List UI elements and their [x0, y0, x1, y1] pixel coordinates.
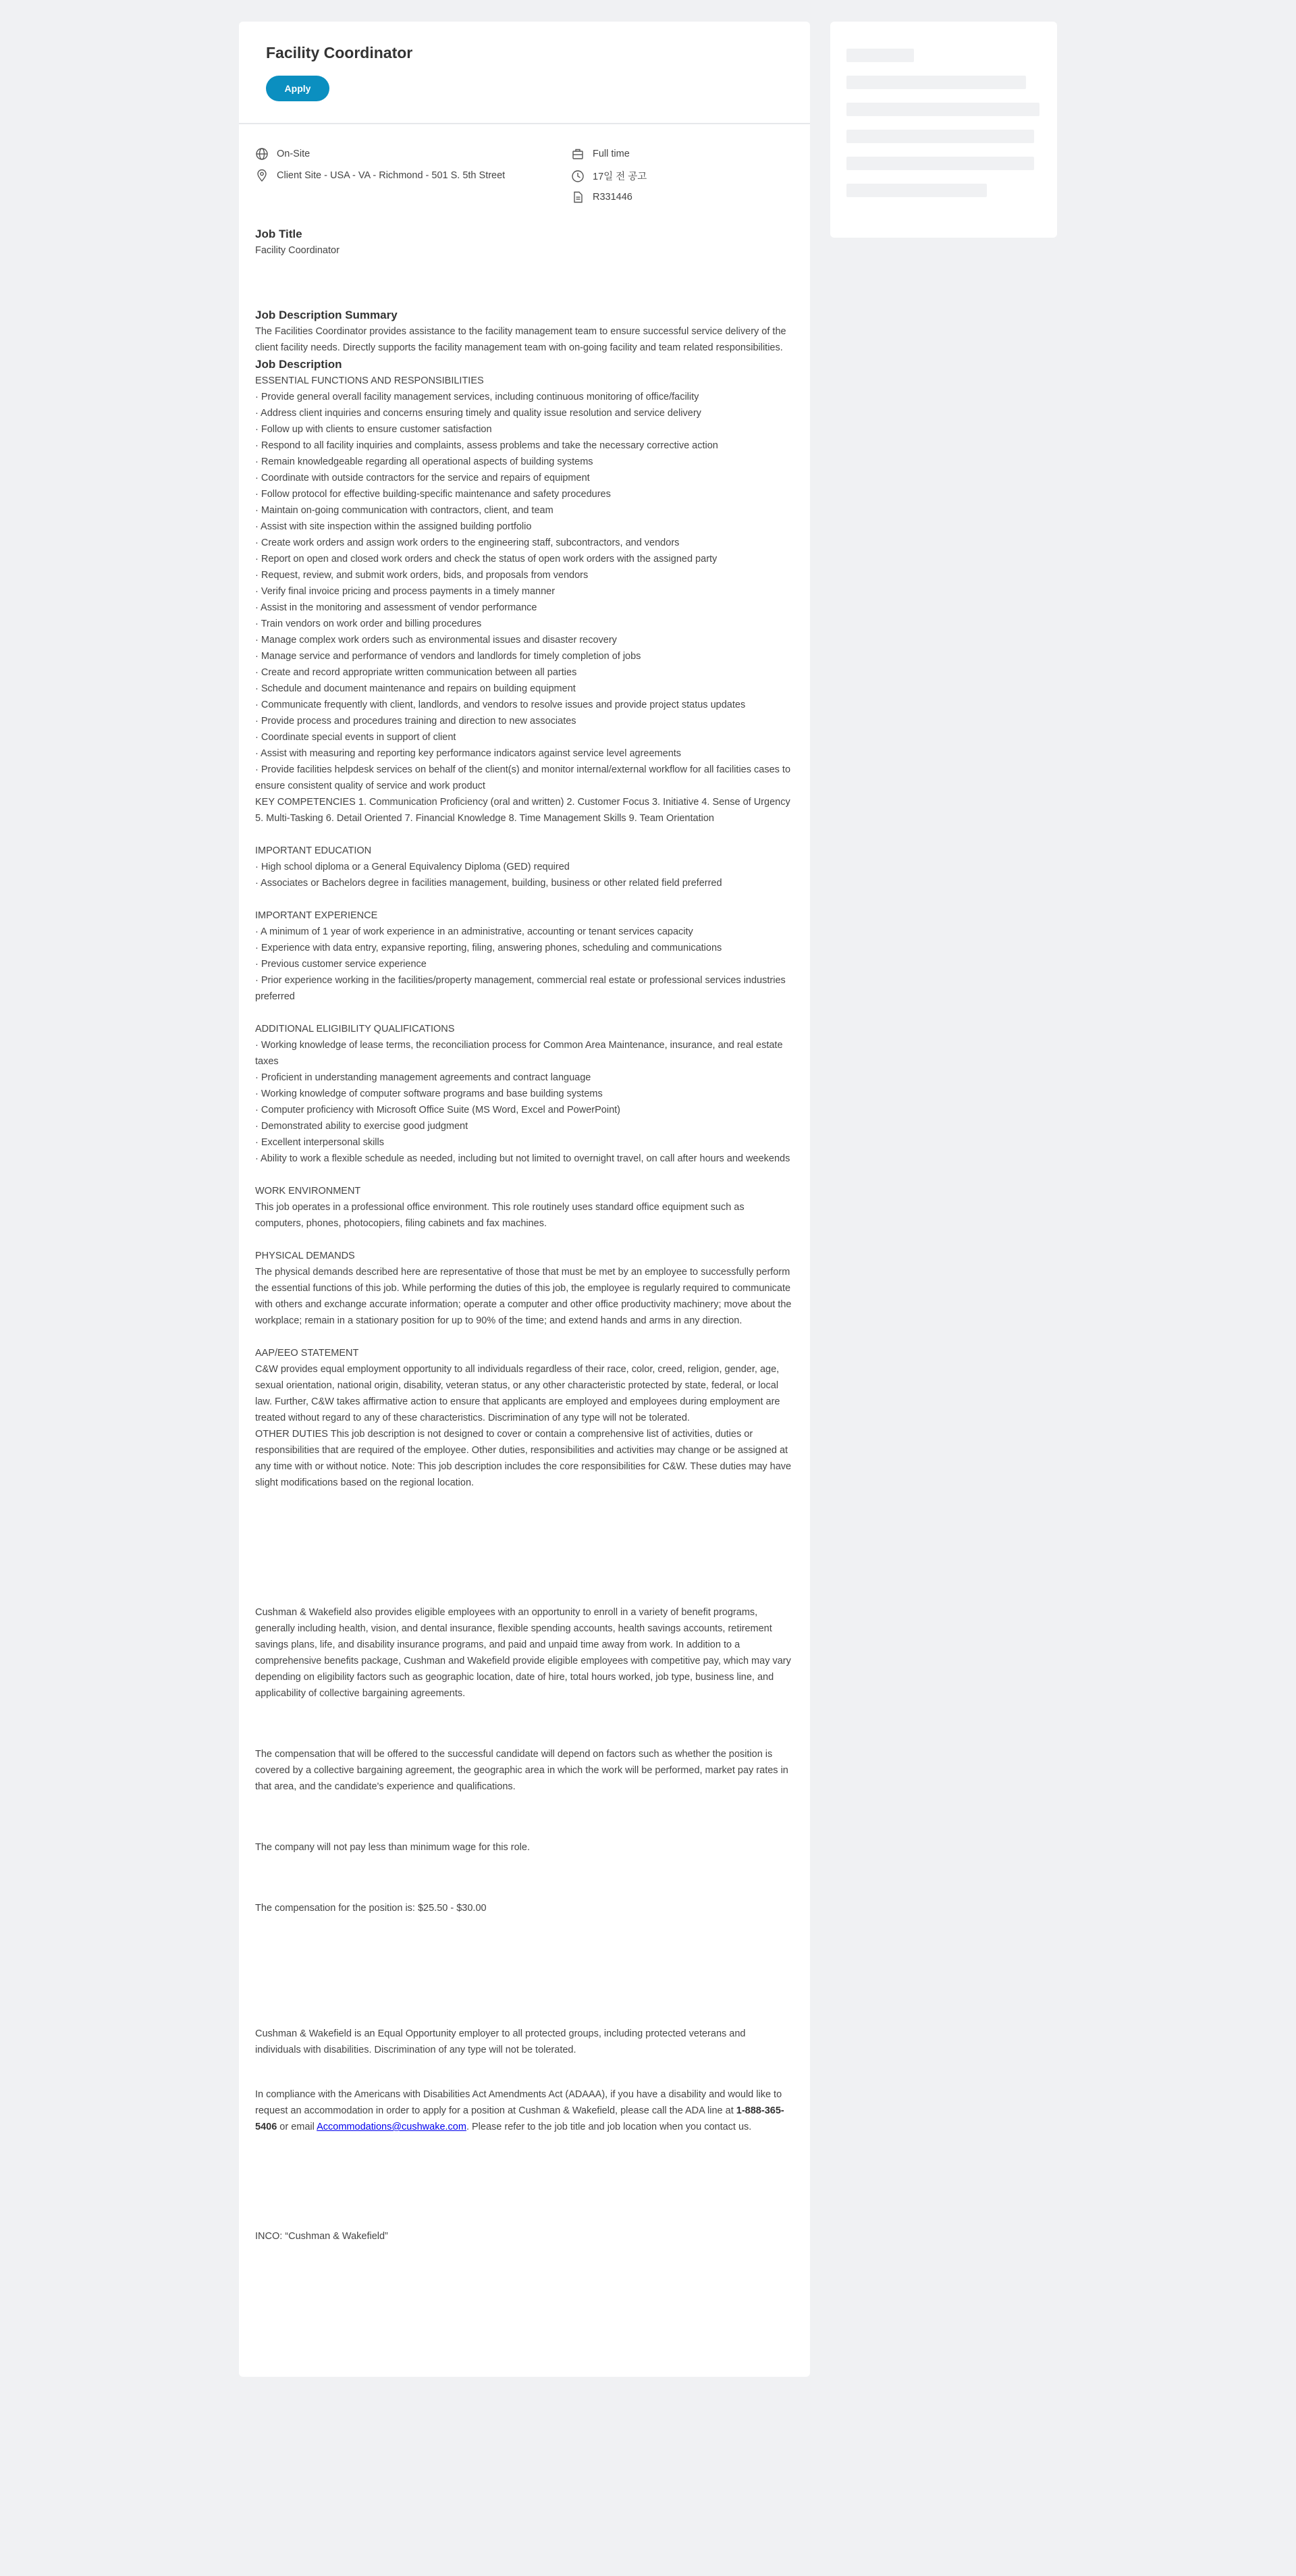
inco-text: INCO: “Cushman & Wakefield”	[255, 2231, 388, 2242]
list-item: · Verify final invoice pricing and process payments in a timely manner	[255, 586, 556, 597]
education-heading: IMPORTANT EDUCATION	[255, 845, 372, 856]
list-item: · Associates or Bachelors degree in facilities management, building, business or other related field preferred	[255, 878, 722, 889]
ada-text	[255, 2086, 793, 2135]
list-item: · High school diploma or a General Equivalency Diploma (GED) required	[255, 862, 570, 872]
job-description	[239, 205, 810, 2244]
posted-text: 17일 전 공고	[593, 172, 647, 182]
experience-heading: IMPORTANT EXPERIENCE	[255, 910, 378, 921]
employment-type-text: Full time	[593, 149, 630, 159]
eoe-text: Cushman & Wakefield is an Equal Opportunity employer to all protected groups, including protected veterans and individuals with disabilities. Discrimination of any type will not be tolerated.	[255, 2028, 746, 2055]
additional-list	[255, 1037, 793, 1167]
list-item: · Experience with data entry, expansive reporting, filing, answering phones, scheduling and communications	[255, 943, 722, 953]
list-item: · Follow up with clients to ensure customer satisfaction	[255, 424, 492, 435]
ada-suffix: . Please refer to the job title and job location when you contact us.	[466, 2122, 752, 2132]
job-detail-card	[239, 22, 810, 2377]
ada-phone: 1-888-365-5406	[255, 2105, 784, 2132]
list-item: · Working knowledge of computer software programs and base building systems	[255, 1088, 603, 1099]
ada-email-link[interactable]: Accommodations@cushwake.com	[317, 2122, 466, 2132]
list-item: · Respond to all facility inquiries and complaints, assess problems and take the necessary corrective action	[255, 440, 718, 451]
compensation-range-text: The compensation for the position is: $25.50 - $30.00	[255, 1903, 487, 1914]
location-pin-icon	[255, 169, 269, 182]
list-item: · Remain knowledgeable regarding all operational aspects of building systems	[255, 456, 593, 467]
sidebar-loading-card	[830, 22, 1057, 238]
work-environment-heading: WORK ENVIRONMENT	[255, 1186, 361, 1197]
meta-employment-type	[571, 147, 630, 161]
list-item: · Working knowledge of lease terms, the reconciliation process for Common Area Maintenance, insurance, and real estate taxes	[255, 1040, 783, 1067]
skeleton-line	[846, 49, 914, 62]
meta-job-id	[571, 190, 632, 204]
briefcase-icon	[571, 147, 585, 161]
list-item: · Demonstrated ability to exercise good judgment	[255, 1121, 468, 1132]
summary-text: The Facilities Coordinator provides assistance to the facility management team to ensure successful service delivery of the client facility needs. Directly supports the facility management team with on-going facility and team related responsibilities.	[255, 326, 786, 353]
apply-button[interactable]: Apply	[266, 76, 329, 101]
list-item: · Create work orders and assign work orders to the engineering staff, subcontractors, and vendors	[255, 537, 680, 548]
list-item: · Communicate frequently with client, landlords, and vendors to resolve issues and provide project status updates	[255, 700, 746, 710]
list-item: · Assist with site inspection within the assigned building portfolio	[255, 521, 532, 532]
job-title-heading: Job Title	[255, 228, 302, 240]
list-item: · Create and record appropriate written communication between all parties	[255, 667, 577, 678]
list-item: · Provide process and procedures training and direction to new associates	[255, 716, 576, 727]
list-item: · Manage complex work orders such as environmental issues and disaster recovery	[255, 635, 617, 646]
list-item: · Ability to work a flexible schedule as needed, including but not limited to overnight travel, on call after hours and weekends	[255, 1153, 790, 1164]
job-meta	[239, 124, 810, 205]
globe-icon	[255, 147, 269, 161]
physical-demands-heading: PHYSICAL DEMANDS	[255, 1251, 355, 1261]
job-title-value: Facility Coordinator	[255, 245, 340, 256]
skeleton-line	[846, 157, 1034, 170]
list-item: · A minimum of 1 year of work experience in an administrative, accounting or tenant services capacity	[255, 926, 693, 937]
skeleton-line	[846, 76, 1026, 89]
summary-heading: Job Description Summary	[255, 309, 398, 321]
list-item: · Previous customer service experience	[255, 959, 427, 970]
meta-location-type	[255, 147, 310, 161]
id-card-icon	[571, 190, 585, 204]
work-environment-text: This job operates in a professional office environment. This role routinely uses standard office equipment such as computers, phones, photocopiers, filing cabinets and fax machines.	[255, 1202, 745, 1229]
list-item: · Provide general overall facility management services, including continuous monitoring of office/facility	[255, 392, 699, 402]
job-id-text: R331446	[593, 192, 632, 203]
list-item: · Provide facilities helpdesk services on behalf of the client(s) and monitor internal/external workflow for all facilities cases to ensure consistent quality of service and work product	[255, 764, 791, 791]
job-description-heading: Job Description	[255, 358, 342, 371]
list-item: · Follow protocol for effective building-specific maintenance and safety procedures	[255, 489, 611, 500]
list-item: · Schedule and document maintenance and repairs on building equipment	[255, 683, 576, 694]
additional-heading: ADDITIONAL ELIGIBILITY QUALIFICATIONS	[255, 1024, 455, 1034]
aap-eeo-text: C&W provides equal employment opportunity to all individuals regardless of their race, color, creed, religion, gender, age, sexual orientation, national origin, disability, veteran status, or any other characteristic protected by state, federal, or local law. Further, C&W takes affirmative action to ensure that applicants are employed and employees during employment are treated without regard to any of these characteristics. Discrimination of any type will not be tolerated.	[255, 1364, 780, 1423]
address-text: Client Site - USA - VA - Richmond - 501 S. 5th Street	[277, 170, 506, 181]
education-list	[255, 859, 793, 891]
meta-address	[255, 169, 505, 182]
skeleton-line	[846, 103, 1040, 116]
other-duties-text: OTHER DUTIES This job description is not designed to cover or contain a comprehensive list of activities, duties or responsibilities that are required of the employee. Other duties, responsibilities and activities may change or be assigned at any time with or without notice. Note: This job description includes the core responsibilities for C&W. These duties may have slight modifications based on the regional location.	[255, 1429, 792, 1488]
physical-demands-text: The physical demands described here are representative of those that must be met by an employee to successfully perform the essential functions of this job. While performing the duties of this job, the employee is regularly required to communicate with others and exchange accurate information; operate a computer and other office productivity machinery; move about the workplace; remain in a stationary position for up to 90% of the time; and extend hands and arms in any direction.	[255, 1267, 792, 1326]
list-item: · Computer proficiency with Microsoft Office Suite (MS Word, Excel and PowerPoint)	[255, 1105, 620, 1115]
key-competencies: KEY COMPETENCIES 1. Communication Proficiency (oral and written) 2. Customer Focus 3. Initiative 4. Sense of Urgency 5. Multi-Tasking 6. Detail Oriented 7. Financial Knowledge 8. Time Management Skills 9. Team Orientation	[255, 797, 790, 824]
benefits-text: Cushman & Wakefield also provides eligible employees with an opportunity to enroll in a variety of benefit programs, generally including health, vision, and dental insurance, flexible spending accounts, health savings accounts, retirement savings plans, life, and disability insurance programs, and paid and unpaid time away from work. In addition to a comprehensive benefits package, Cushman and Wakefield provide eligible employees with competitive pay, which may vary depending on eligibility factors such as geographic location, date of hire, total hours worked, job type, business line, and applicability of collective bargaining agreements.	[255, 1607, 791, 1699]
clock-icon	[571, 169, 585, 183]
list-item: · Coordinate special events in support of client	[255, 732, 456, 743]
location-type-text: On-Site	[277, 149, 310, 159]
job-title: Facility Coordinator	[266, 44, 413, 61]
skeleton-line	[846, 130, 1034, 143]
minimum-wage-text: The company will not pay less than minimum wage for this role.	[255, 1842, 530, 1853]
ada-mid: or email	[277, 2122, 317, 2132]
list-item: · Proficient in understanding management agreements and contract language	[255, 1072, 591, 1083]
list-item: · Maintain on-going communication with contractors, client, and team	[255, 505, 554, 516]
list-item: · Request, review, and submit work orders, bids, and proposals from vendors	[255, 570, 589, 581]
list-item: · Train vendors on work order and billing procedures	[255, 619, 482, 629]
list-item: · Coordinate with outside contractors for the service and repairs of equipment	[255, 473, 590, 483]
list-item: · Address client inquiries and concerns ensuring timely and quality issue resolution and service delivery	[255, 408, 701, 419]
meta-posted	[571, 169, 647, 183]
list-item: · Prior experience working in the facilities/property management, commercial real estate or professional services industries preferred	[255, 975, 786, 1002]
experience-list	[255, 924, 793, 1005]
compensation-factors-text: The compensation that will be offered to the successful candidate will depend on factors such as whether the position is covered by a collective bargaining agreement, the geographic area in which the work will be performed, market pay rates in that area, and the candidate's experience and qualifications.	[255, 1749, 788, 1792]
skeleton-line	[846, 184, 987, 197]
essential-list	[255, 389, 793, 794]
list-item: · Excellent interpersonal skills	[255, 1137, 384, 1148]
aap-eeo-heading: AAP/EEO STATEMENT	[255, 1348, 359, 1359]
ada-prefix: In compliance with the Americans with Disabilities Act Amendments Act (ADAAA), if you have a disability and would like to request an accommodation in order to apply for a position at Cushman & Wakefield, please call the ADA line at	[255, 2089, 782, 2116]
list-item: · Assist in the monitoring and assessment of vendor performance	[255, 602, 537, 613]
job-header	[239, 22, 810, 124]
list-item: · Assist with measuring and reporting key performance indicators against service level agreements	[255, 748, 682, 759]
list-item: · Report on open and closed work orders and check the status of open work orders with the assigned party	[255, 554, 718, 564]
essential-heading: ESSENTIAL FUNCTIONS AND RESPONSIBILITIES	[255, 375, 484, 386]
list-item: · Manage service and performance of vendors and landlords for timely completion of jobs	[255, 651, 641, 662]
